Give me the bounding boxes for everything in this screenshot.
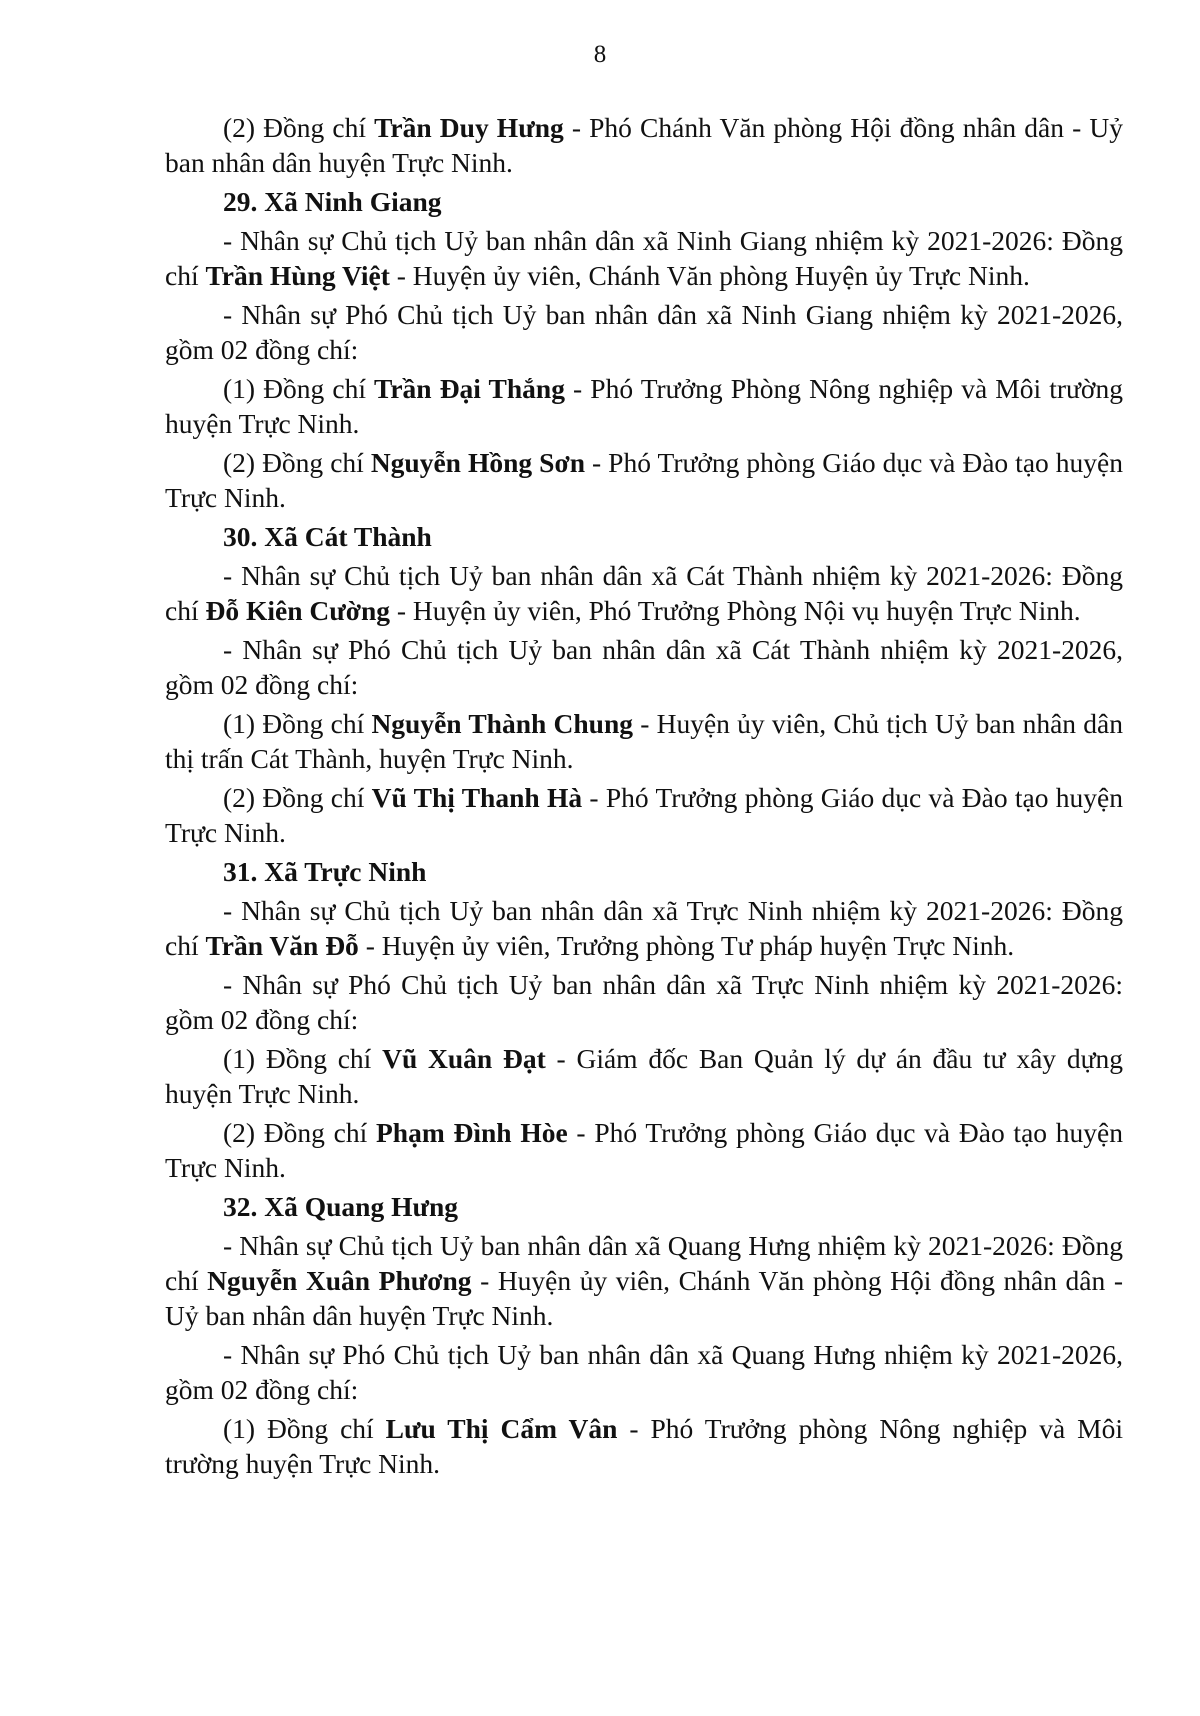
paragraph-text: - Nhân sự Phó Chủ tịch Uỷ ban nhân dân xã Ninh Giang nhiệm kỳ 2021-2026, gồm 02 đồng chí:	[165, 299, 1123, 365]
section-heading: 30. Xã Cát Thành	[223, 521, 432, 552]
paragraph-text: - Nhân sự Phó Chủ tịch Uỷ ban nhân dân xã Cát Thành nhiệm kỳ 2021-2026, gồm 02 đồng chí:	[165, 634, 1123, 700]
paragraph	[165, 893, 1123, 963]
paragraph-text: (2) Đồng chí	[223, 782, 372, 813]
person-name: Lưu Thị Cẩm Vân	[385, 1413, 618, 1444]
paragraph	[165, 1115, 1123, 1185]
person-name: Đỗ Kiên Cường	[205, 595, 391, 626]
paragraph-text: (1) Đồng chí	[223, 373, 375, 404]
person-name: Vũ Xuân Đạt	[382, 1043, 546, 1074]
paragraph-text: - Phó Chánh Văn phòng Hội đồng nhân dân - Uỷ ban nhân dân huyện Trực Ninh.	[165, 112, 1123, 178]
person-name: Trần Duy Hưng	[374, 112, 564, 143]
paragraph-text: - Nhân sự Phó Chủ tịch Uỷ ban nhân dân xã Trực Ninh nhiệm kỳ 2021-2026: gồm 02 đồng chí:	[165, 969, 1123, 1035]
paragraph	[165, 1041, 1123, 1111]
paragraph	[165, 632, 1123, 702]
paragraph	[165, 223, 1123, 293]
paragraph-text: - Giám đốc Ban Quản lý dự án đầu tư xây dựng huyện Trực Ninh.	[165, 1043, 1123, 1109]
section-heading: 32. Xã Quang Hưng	[223, 1191, 459, 1222]
person-name: Trần Văn Đỗ	[205, 930, 359, 961]
paragraph	[165, 558, 1123, 628]
paragraph-text: (2) Đồng chí	[223, 447, 371, 478]
paragraph-text: - Huyện ủy viên, Chánh Văn phòng Huyện ủy Trực Ninh.	[389, 260, 1030, 291]
section-heading: 31. Xã Trực Ninh	[223, 856, 427, 887]
paragraph	[165, 967, 1123, 1037]
paragraph	[165, 445, 1123, 515]
paragraph	[165, 780, 1123, 850]
person-name: Nguyễn Hồng Sơn	[370, 447, 585, 478]
paragraph-text: (1) Đồng chí	[223, 1043, 383, 1074]
paragraph-text: - Phó Trưởng phòng Giáo dục và Đào tạo huyện Trực Ninh.	[165, 1117, 1123, 1183]
paragraph-text: - Phó Trưởng phòng Giáo dục và Đào tạo huyện Trực Ninh.	[165, 782, 1123, 848]
paragraph-text: - Huyện ủy viên, Phó Trưởng Phòng Nội vụ huyện Trực Ninh.	[390, 595, 1081, 626]
paragraph	[165, 1228, 1123, 1333]
person-name: Trần Đại Thắng	[374, 373, 565, 404]
person-name: Nguyễn Xuân Phương	[207, 1265, 472, 1296]
person-name: Phạm Đình Hòe	[376, 1117, 568, 1148]
paragraph-text: - Huyện ủy viên, Chánh Văn phòng Hội đồng nhân dân - Uỷ ban nhân dân huyện Trực Ninh.	[165, 1265, 1123, 1331]
section-heading: 29. Xã Ninh Giang	[223, 186, 442, 217]
paragraph-text: - Nhân sự Chủ tịch Uỷ ban nhân dân xã Cát Thành nhiệm kỳ 2021-2026: Đồng chí	[165, 560, 1123, 626]
document-body	[165, 110, 1123, 1485]
paragraph-text: - Huyện ủy viên, Chủ tịch Uỷ ban nhân dân thị trấn Cát Thành, huyện Trực Ninh.	[165, 708, 1123, 774]
paragraph-text: - Phó Trưởng phòng Nông nghiệp và Môi trường huyện Trực Ninh.	[165, 1413, 1123, 1479]
paragraph-text: (2) Đồng chí	[223, 112, 375, 143]
paragraph-text: (1) Đồng chí	[223, 1413, 386, 1444]
paragraph	[165, 1411, 1123, 1481]
paragraph-text: - Huyện ủy viên, Trưởng phòng Tư pháp huyện Trực Ninh.	[358, 930, 1015, 961]
paragraph-text: - Phó Trưởng phòng Giáo dục và Đào tạo huyện Trực Ninh.	[165, 447, 1123, 513]
paragraph	[165, 297, 1123, 367]
page-number: 8	[593, 41, 607, 68]
paragraph-text: - Nhân sự Phó Chủ tịch Uỷ ban nhân dân xã Quang Hưng nhiệm kỳ 2021-2026, gồm 02 đồng chí:	[165, 1339, 1123, 1405]
person-name: Nguyễn Thành Chung	[371, 708, 634, 739]
paragraph	[165, 1337, 1123, 1407]
paragraph	[165, 110, 1123, 180]
paragraph-text: (1) Đồng chí	[223, 708, 372, 739]
paragraph-text: - Phó Trưởng Phòng Nông nghiệp và Môi trường huyện Trực Ninh.	[165, 373, 1123, 439]
paragraph	[165, 706, 1123, 776]
paragraph-text: (2) Đồng chí	[223, 1117, 376, 1148]
person-name: Trần Hùng Việt	[205, 260, 390, 291]
paragraph-text: - Nhân sự Chủ tịch Uỷ ban nhân dân xã Quang Hưng nhiệm kỳ 2021-2026: Đồng chí	[165, 1230, 1123, 1296]
paragraph	[165, 371, 1123, 441]
person-name: Vũ Thị Thanh Hà	[371, 782, 583, 813]
paragraph-text: - Nhân sự Chủ tịch Uỷ ban nhân dân xã Ninh Giang nhiệm kỳ 2021-2026: Đồng chí	[165, 225, 1123, 291]
paragraph-text: - Nhân sự Chủ tịch Uỷ ban nhân dân xã Trực Ninh nhiệm kỳ 2021-2026: Đồng chí	[165, 895, 1123, 961]
